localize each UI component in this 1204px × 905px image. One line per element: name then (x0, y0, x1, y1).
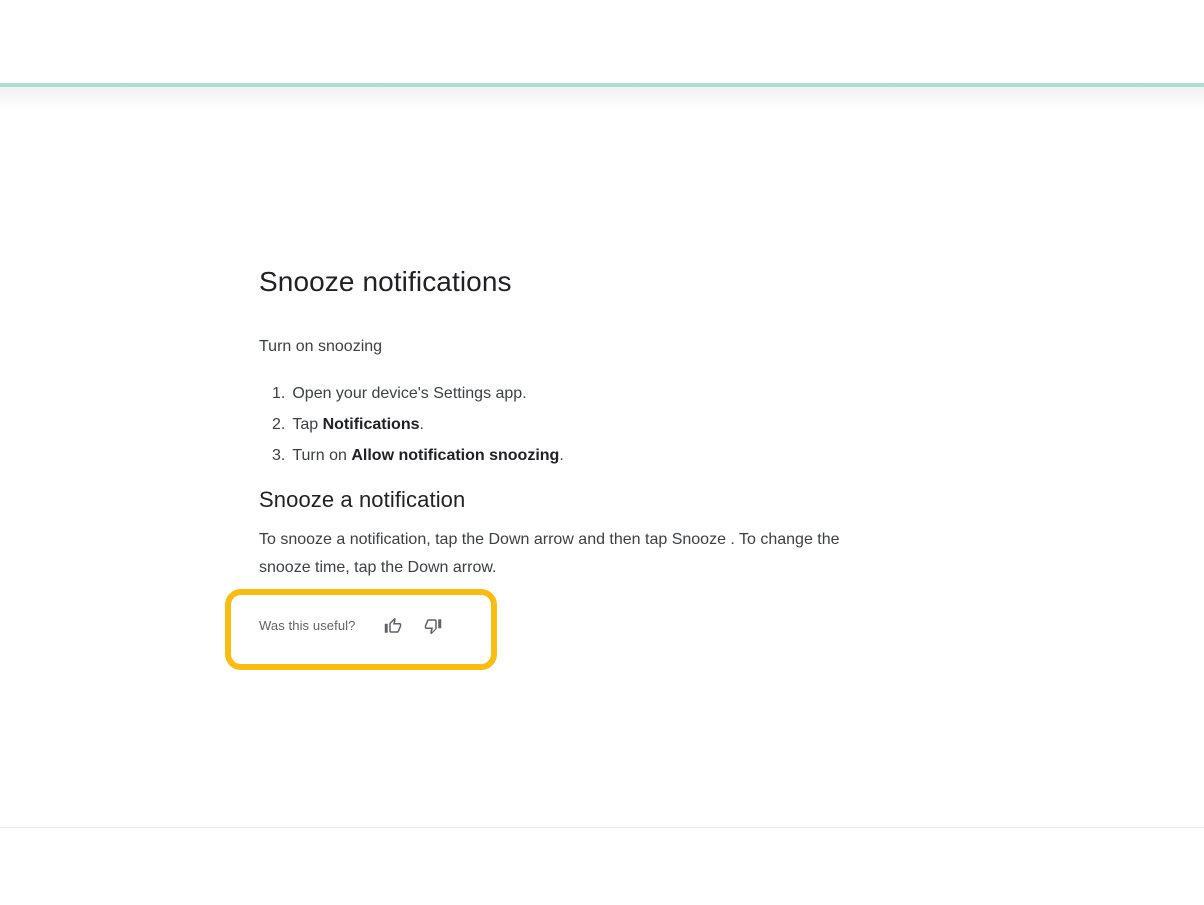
thumb-down-icon (424, 617, 442, 635)
top-white-strip (0, 0, 1204, 83)
step-text-bold: Allow notification snoozing (351, 447, 560, 464)
thumb-up-icon (384, 617, 402, 635)
body-paragraph (259, 526, 949, 581)
body-line-1: To snooze a notification, tap the Down arrow and then tap Snooze . To change the (259, 531, 840, 548)
step-text: Turn on (292, 447, 352, 464)
step-number: 2. (272, 416, 286, 433)
step-text-suffix: . (559, 447, 564, 464)
step-item-1 (272, 378, 564, 409)
step-text: Open your device's Settings app. (292, 385, 527, 402)
step-number: 1. (272, 385, 286, 402)
step-text-bold: Notifications (322, 416, 420, 433)
body-line-2: snooze time, tap the Down arrow. (259, 558, 497, 576)
feedback-row (231, 595, 491, 664)
section-heading: Snooze a notification (259, 487, 466, 512)
header-shadow (0, 87, 1204, 111)
intro-label: Turn on snoozing (259, 338, 383, 355)
feedback-highlight-box (225, 589, 497, 670)
page-title: Snooze notifications (259, 266, 512, 297)
step-item-2 (272, 409, 564, 440)
steps-list (259, 378, 564, 471)
feedback-question: Was this useful? (259, 618, 356, 633)
step-text: Tap (292, 416, 323, 433)
step-text-suffix: . (419, 416, 424, 433)
bottom-divider (0, 827, 1204, 828)
thumb-up-button[interactable] (384, 617, 402, 635)
step-item-3 (272, 440, 564, 471)
thumb-down-button[interactable] (424, 617, 442, 635)
step-number: 3. (272, 447, 286, 464)
